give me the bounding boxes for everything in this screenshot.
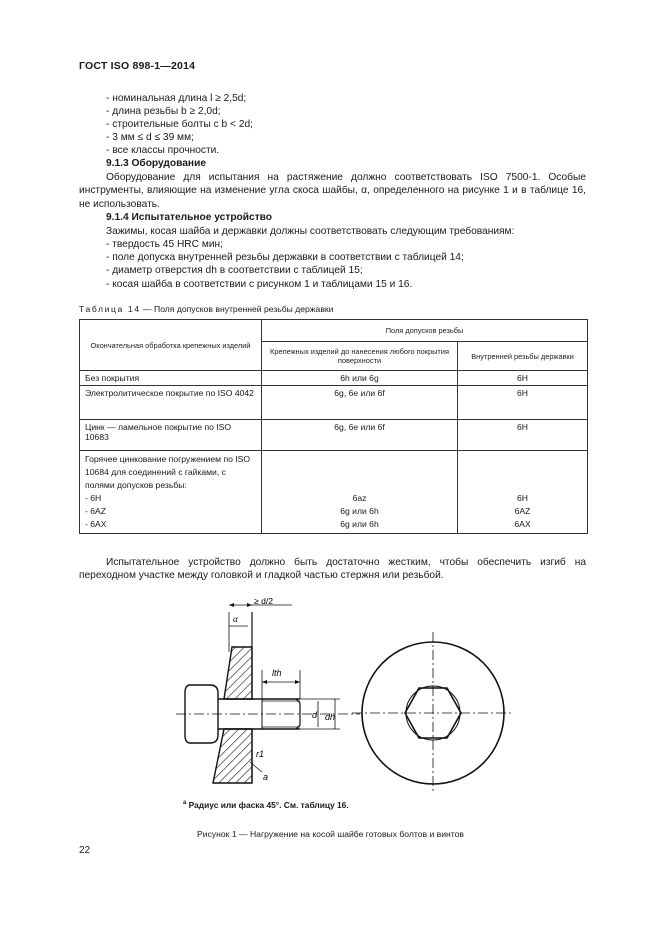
document-header: ГОСТ ISO 898-1—2014 (79, 60, 196, 72)
section-heading-914: 9.1.4 Испытательное устройство (106, 212, 273, 223)
cell-holder: 6H (458, 386, 588, 420)
cell-finish: Без покрытия (80, 371, 262, 386)
section-intro-914: Зажимы, косая шайба и державки должны соответствовать следующим требованиям: (106, 226, 515, 237)
list-item: - номинальная длина l ≥ 2,5d; (106, 93, 247, 104)
wedge-lower (213, 729, 252, 783)
label-d: d (312, 710, 318, 720)
table-caption-label: Таблица 14 (79, 304, 141, 314)
list-item: - поле допуска внутренней резьбы державки в соответствии с таблицей 14; (106, 252, 464, 263)
list-item: - диаметр отверстия dh в соответствии с таблицей 15; (106, 265, 363, 276)
col-header-finish: Окончательная обработка крепежных изделий (80, 320, 262, 371)
label-r1: r1 (256, 749, 265, 759)
label-half-d: ≥ d/2 (254, 596, 274, 606)
cell-fastener: 6g, 6e или 6f (262, 420, 458, 451)
cell-finish: Электролитическое покрытие по ISO 4042 (80, 386, 262, 420)
list-item: - твердость 45 HRC мин; (106, 239, 224, 250)
col-header-fastener: Крепежных изделий до нанесения любого покрытия поверхности (262, 342, 458, 371)
label-alpha: α (233, 614, 238, 624)
sub-item: - 6H (85, 493, 102, 503)
cell-holder: 6H (458, 420, 588, 451)
cell-holder: 6H (458, 371, 588, 386)
sub-value: 6AZ (514, 506, 531, 516)
label-dh: dh (325, 712, 336, 722)
cell-fastener: 6g, 6e или 6f (262, 386, 458, 420)
list-item: - строительные болты с b < 2d; (106, 119, 253, 130)
list-item: - длина резьбы b ≥ 2,0d; (106, 106, 221, 117)
col-header-holder: Внутренней резьбы державки (458, 342, 588, 371)
sub-item: - 6AZ (85, 506, 107, 516)
section-heading-913: 9.1.3 Оборудование (106, 158, 206, 169)
sub-item: - 6AX (85, 519, 107, 529)
list-item: - все классы прочности. (106, 145, 220, 156)
sub-value: 6az (352, 493, 367, 503)
label-a: a (263, 772, 269, 782)
cell-fastener: 6h или 6g (262, 371, 458, 386)
page-number: 22 (79, 845, 91, 856)
wedge-upper (224, 647, 252, 699)
section-text-913: Оборудование для испытания на растяжение должно соответствовать ISO 7500-1. Особые инструменты, влияющие на изменение угла скоса шайбы, α, определенного на рисунке 1 и в таблице 16, не использовать. (79, 172, 586, 210)
footnote-text: Радиус или фаска 45°. См. таблицу 16. (188, 800, 349, 810)
hot-dip-text: Горячее цинкование погружением по ISO 10684 для соединений с гайками, с полями допусков резьбы: (85, 454, 251, 490)
sub-value: 6g или 6h (340, 506, 379, 516)
col-header-group: Поля допусков резьбы (262, 320, 588, 342)
cell-finish: Цинк — ламельное покрытие по ISO 10683 (80, 420, 262, 451)
figure-footnote (183, 800, 349, 810)
list-item: - 3 мм ≤ d ≤ 39 мм; (106, 132, 194, 143)
figure-caption: Рисунок 1 — Нагружение на косой шайбе готовых болтов и винтов (197, 829, 464, 839)
list-item: - косая шайба в соответствии с рисунком 1 и таблицами 15 и 16. (106, 279, 413, 290)
sub-value: 6AX (514, 519, 531, 529)
sub-value: 6g или 6h (340, 519, 379, 529)
table-caption-text: — Поля допусков внутренней резьбы державки (140, 304, 334, 314)
after-table-text: Испытательное устройство должно быть достаточно жестким, чтобы обеспечить изгиб на переходном участке между головкой и гладкой частью стержня или резьбой. (79, 557, 586, 582)
label-lth: lth (272, 668, 282, 678)
sub-value: 6H (517, 493, 528, 503)
footnote-mark: a (183, 800, 187, 807)
